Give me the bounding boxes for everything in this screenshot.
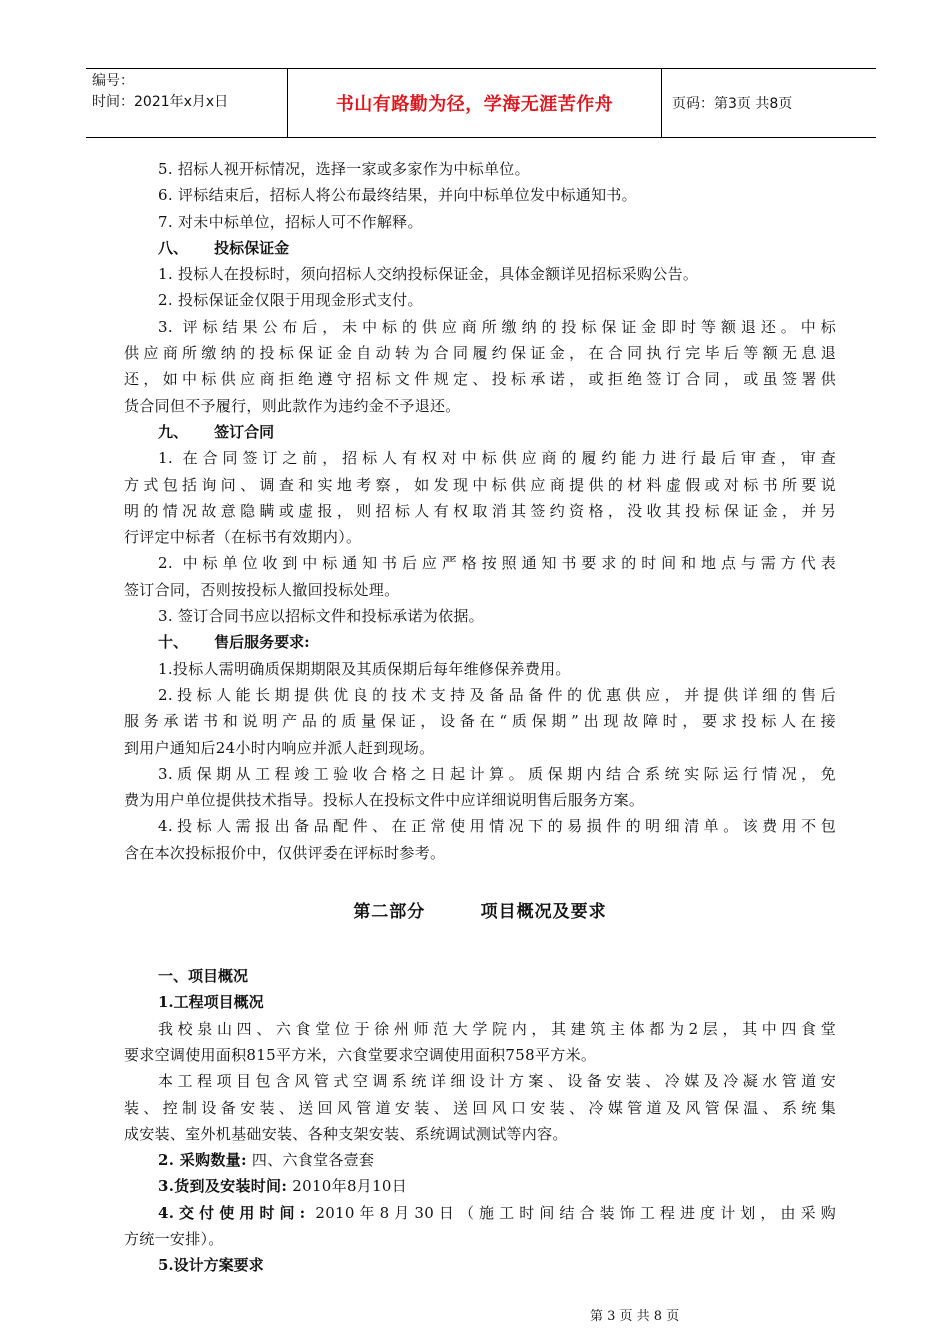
paragraph-line: 要求空调使用面积815平方米，六食堂要求空调使用面积758平方米。 <box>124 1045 597 1064</box>
paragraph-line: 方式包括询问、调查和实地考察，如发现中标供应商提供的材料虚假或对标书所要说 <box>124 475 836 494</box>
header-motto: 书山有路勤为径，学海无涯苦作舟 <box>288 69 662 137</box>
paragraph-line: 4.投标人需报出备品配件、在正常使用情况下的易损件的明细清单。该费用不包 <box>158 817 836 836</box>
part-title: 第二部分 项目概况及要求 <box>353 902 607 923</box>
item-line <box>124 1147 836 1173</box>
paragraph-line: 到用户通知后24小时内响应并派人赶到现场。 <box>124 738 435 757</box>
page-header <box>86 68 876 138</box>
paragraph-line: 1. 在合同签订之前，招标人有权对中标供应商的履约能力进行最后审查，审查 <box>158 449 836 468</box>
paragraph-line: 2. 中标单位收到中标通知书后应严格按照通知书要求的时间和地点与需方代表 <box>158 554 836 573</box>
paragraph-line: 2. 投标保证金仅限于用现金形式支付。 <box>158 291 423 310</box>
page-footer: 第 3 页 共 8 页 <box>590 1309 680 1324</box>
paragraph-line: 服务承诺书和说明产品的质量保证，设备在“质保期”出现故障时，要求投标人在接 <box>124 712 836 731</box>
section-heading: 九、 签订合同 <box>158 422 275 441</box>
item-value: 2010年8月30日（施工时间结合装饰工程进度计划，由采购 <box>305 1203 836 1222</box>
paragraph-line: 3.质保期从工程竣工验收合格之日起计算。质保期内结合系统实际运行情况，免 <box>158 764 836 783</box>
paragraph-line: 装、控制设备安装、送回风管道安装、送回风口安装、冷媒管道及风管保温、系统集 <box>124 1098 836 1117</box>
item-label: 2. 采购数量: <box>158 1151 247 1170</box>
paragraph-line: 2.投标人能长期提供优良的技术支持及备品备件的优惠供应，并提供详细的售后 <box>158 685 836 704</box>
paragraph-line: 成安装、室外机基础安装、各种支架安装、系统调试测试等内容。 <box>124 1124 568 1143</box>
paragraph-line: 还，如中标供应商拒绝遵守招标文件规定、投标承诺，或拒绝签订合同，或虽签署供 <box>124 370 836 389</box>
section-heading: 八、 投标保证金 <box>158 238 290 257</box>
item-line <box>124 1173 836 1199</box>
paragraph-line: 费为用户单位提供技术指导。投标人在投标文件中应详细说明售后服务方案。 <box>124 791 645 810</box>
section-heading: 一、项目概况 <box>158 967 249 986</box>
subsection-heading: 1.工程项目概况 <box>158 993 264 1012</box>
item-label: 3.货到及安装时间: <box>158 1177 288 1196</box>
paragraph-line: 3. 评标结果公布后，未中标的供应商所缴纳的投标保证金即时等额退还。中标 <box>158 317 836 336</box>
paragraph-line: 明的情况故意隐瞒或虚报，则招标人有权取消其签约资格，没收其投标保证金，并另 <box>124 501 836 520</box>
document-body <box>124 156 836 1279</box>
paragraph-line: 含在本次投标报价中，仅供评委在评标时参考。 <box>124 843 446 862</box>
item-value: 2010年8月10日 <box>287 1177 408 1196</box>
paragraph-line: 1.投标人需明确质保期期限及其质保期后每年维修保养费用。 <box>158 659 571 678</box>
item-line <box>124 1200 836 1226</box>
paragraph-line: 供应商所缴纳的投标保证金自动转为合同履约保证金，在合同执行完毕后等额无息退 <box>124 344 836 363</box>
subsection-heading: 5.设计方案要求 <box>158 1256 264 1275</box>
item-value: 四、六食堂各壹套 <box>246 1151 375 1170</box>
paragraph-line: 方统一安排）。 <box>124 1229 224 1248</box>
header-meta <box>86 69 288 137</box>
date-label: 时间：2021年x月x日 <box>92 94 229 110</box>
paragraph-line: 我校泉山四、六食堂位于徐州师范大学院内，其建筑主体都为2层，其中四食堂 <box>158 1019 836 1038</box>
item-label: 4.交付使用时间: <box>158 1203 306 1222</box>
paragraph-line: 行评定中标者（在标书有效期内）。 <box>124 528 362 547</box>
paragraph-line: 货合同但不予履行，则此款作为违约金不予退还。 <box>124 396 461 415</box>
paragraph-line: 5. 招标人视开标情况，选择一家或多家作为中标单位。 <box>158 160 530 178</box>
header-page-label: 页码：第3页 共8页 <box>672 96 793 112</box>
paragraph-line: 签订合同，否则按投标人撤回投标处理。 <box>124 580 400 599</box>
paragraph-line: 7. 对未中标单位，招标人可不作解释。 <box>158 212 423 231</box>
section-heading: 十、 售后服务要求: <box>158 633 310 652</box>
paragraph-line: 本工程项目包含风管式空调系统详细设计方案、设备安装、冷媒及冷凝水管道安 <box>158 1072 836 1091</box>
paragraph-line: 6. 评标结束后，招标人将公布最终结果，并向中标单位发中标通知书。 <box>158 186 637 205</box>
doc-number-label: 编号： <box>92 73 134 89</box>
paragraph-line: 3. 签订合同书应以招标文件和投标承诺为依据。 <box>158 607 484 626</box>
paragraph-line: 1. 投标人在投标时，须向招标人交纳投标保证金，具体金额详见招标采购公告。 <box>158 265 699 284</box>
